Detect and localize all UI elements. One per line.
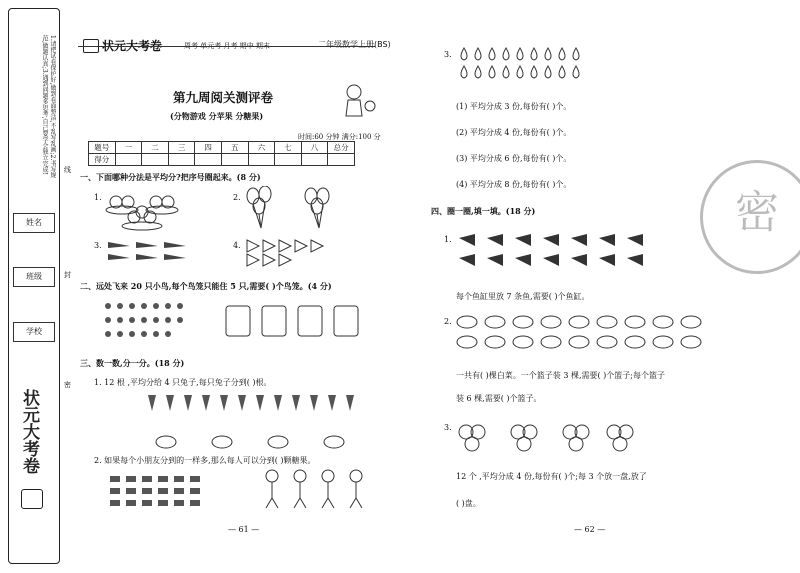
r-sub-3: (3) 平均分成 6 份,每份有( )个。: [456, 154, 572, 163]
q4-2-text-2: 装 6 棵,需要( )个篮子。: [456, 394, 542, 403]
page-number-left: — 61 —: [228, 525, 260, 534]
q4-item-3: 3.: [444, 423, 452, 432]
table-cell: 八: [301, 142, 328, 154]
cabbages-image: [455, 314, 715, 352]
table-cell: 得分: [89, 154, 116, 166]
birds-image: [100, 298, 220, 343]
name-field: 姓名: [13, 213, 55, 233]
question-4: 四、圈一圈,填一填。(18 分): [431, 206, 536, 216]
score-input[interactable]: [301, 154, 328, 166]
r-sub-2: (2) 平均分成 4 份,每份有( )个。: [456, 128, 572, 137]
table-cell: 总分: [328, 142, 355, 154]
class-field: 班级: [13, 267, 55, 287]
header-brand: 状元大考卷: [102, 39, 163, 53]
exam-meta: 时间:60 分钟 满分:100 分: [298, 133, 381, 141]
score-input[interactable]: [168, 154, 195, 166]
question-2: 二、远处飞来 20 只小鸟,每个鸟笼只能住 5 只,需要( )个鸟笼。(4 分): [80, 281, 332, 291]
sidebar-notes: 1.请把试卷保护好,做到卷面整洁,不乱写乱画;2.书写规范,做题认真;3.遇到问题多思考,自己要学会独立完成!: [41, 35, 56, 179]
children-image: [258, 468, 368, 512]
birdcages-image: [222, 302, 362, 342]
table-cell: 一: [115, 142, 142, 154]
score-input[interactable]: [275, 154, 302, 166]
school-field: 学校: [13, 322, 55, 342]
table-cell: 四: [195, 142, 222, 154]
carrot-row-image: [142, 393, 372, 415]
r-sub-4: (4) 平均分成 8 份,每份有( )个。: [456, 180, 572, 189]
q1-item-1: 1.: [94, 193, 102, 202]
table-cell: 七: [275, 142, 302, 154]
q4-item-2: 2.: [444, 317, 452, 326]
score-input[interactable]: [221, 154, 248, 166]
shuttlecocks-image: [243, 236, 353, 270]
mascot-icon: [340, 82, 376, 122]
score-input[interactable]: [328, 154, 355, 166]
page-subtitle: (分物游戏 分苹果 分糖果): [170, 111, 264, 121]
apple-groups-image: [456, 420, 636, 456]
q4-2-text-1: 一共有( )棵白菜。一个篮子装 3 棵,需要( )个篮子;每个篮子: [456, 371, 665, 380]
candies-image: [106, 472, 226, 508]
table-cell: 题号: [89, 142, 116, 154]
header-divider: [78, 46, 375, 47]
page-title: 第九周阅关测评卷: [173, 90, 274, 105]
rabbits-image: [152, 428, 362, 450]
q1-item-3: 3.: [94, 241, 102, 250]
q4-3-text-2: ( )盘。: [456, 499, 481, 508]
carrots-image: [104, 236, 214, 266]
table-cell: 二: [142, 142, 169, 154]
score-input[interactable]: [248, 154, 275, 166]
sidebar-brand: 状元大考卷: [19, 389, 39, 474]
score-table: [88, 141, 355, 166]
score-header-row: [89, 142, 355, 154]
q3-item-2: 2. 如果每个小朋友分到的一样多,那么每人可以分到( )颗糖果。: [94, 456, 316, 465]
waterdrops-image: [456, 44, 606, 84]
secret-stamp: 密: [700, 160, 800, 274]
margin-mark-1: 线: [64, 166, 71, 174]
exam-types: 周考 单元考 月考 期中 期末: [184, 42, 270, 50]
page-number-right: — 62 —: [574, 525, 606, 534]
table-cell: 六: [248, 142, 275, 154]
q1-item-4: 4.: [233, 241, 241, 250]
sidebar: [8, 8, 60, 564]
margin-mark-2: 封: [64, 271, 71, 279]
balloons-image: [243, 186, 363, 232]
fish-image: [455, 230, 655, 272]
q4-1-text: 每个鱼缸里放 7 条鱼,需要( )个鱼缸。: [456, 292, 590, 301]
r-sub-1: (1) 平均分成 3 份,每份有( )个。: [456, 102, 572, 111]
question-1: 一、下面哪种分法是平均分?把序号圈起来。(8 分): [80, 172, 261, 182]
grade-label: 二年级数学上册(BS): [318, 40, 391, 49]
q1-item-2: 2.: [233, 193, 241, 202]
q3-item-1: 1. 12 根 ,平均分给 4 只兔子,每只兔子分到( )根。: [94, 378, 272, 387]
score-value-row: [89, 154, 355, 166]
q4-item-1: 1.: [444, 235, 452, 244]
q4-3-text-1: 12 个 ,平均分成 4 份,每份有( )个;每 3 个放一盘,放了: [456, 472, 647, 481]
table-cell: 三: [168, 142, 195, 154]
r-q3-label: 3.: [444, 50, 452, 59]
score-input[interactable]: [195, 154, 222, 166]
score-input[interactable]: [115, 154, 142, 166]
logo-icon: [21, 489, 43, 509]
margin-mark-3: 密: [64, 381, 71, 389]
score-input[interactable]: [142, 154, 169, 166]
table-cell: 五: [221, 142, 248, 154]
apple-plates-image-2: [112, 202, 172, 232]
question-3: 三、数一数,分一分。(18 分): [80, 358, 185, 368]
